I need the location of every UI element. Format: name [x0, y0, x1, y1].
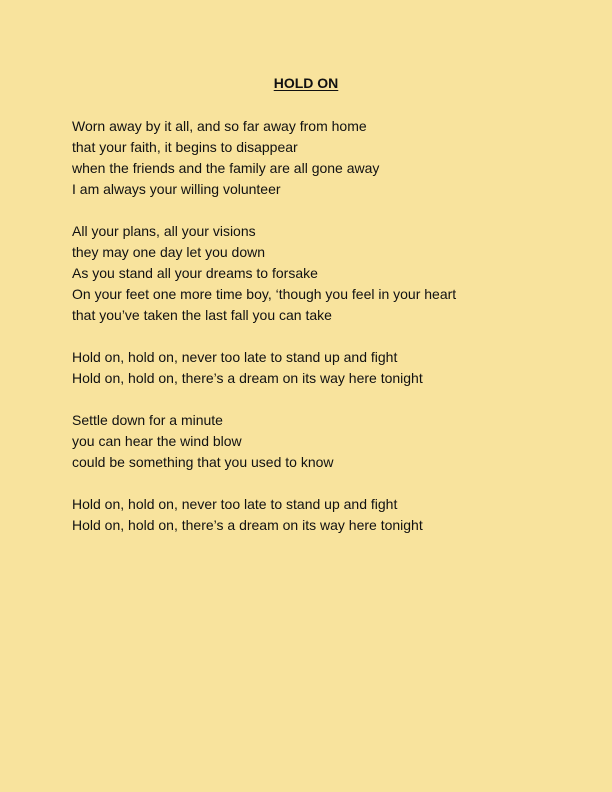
stanza-3 [72, 410, 572, 473]
song-title: HOLD ON [273, 75, 339, 91]
lyric-line: Settle down for a minute [72, 412, 223, 428]
lyric-line: Hold on, hold on, never too late to stand up and fight [72, 349, 398, 365]
lyric-line: All your plans, all your visions [72, 223, 256, 239]
lyric-line: that your faith, it begins to disappear [72, 139, 298, 155]
lyric-line: Worn away by it all, and so far away from home [72, 118, 367, 134]
stanza-1 [72, 116, 572, 200]
lyric-line: when the friends and the family are all gone away [72, 160, 380, 176]
lyric-line: you can hear the wind blow [72, 433, 242, 449]
chorus-1 [72, 347, 572, 389]
lyric-line: Hold on, hold on, never too late to stand up and fight [72, 496, 398, 512]
stanza-2 [72, 221, 572, 326]
chorus-2 [72, 494, 572, 536]
lyric-line: I am always your willing volunteer [72, 181, 281, 197]
lyric-line: could be something that you used to know [72, 454, 334, 470]
lyric-line: On your feet one more time boy, ‘though you feel in your heart [72, 286, 457, 302]
lyric-line: Hold on, hold on, there’s a dream on its way here tonight [72, 517, 423, 533]
lyric-line: Hold on, hold on, there’s a dream on its way here tonight [72, 370, 423, 386]
lyric-line: they may one day let you down [72, 244, 266, 260]
lyric-line: As you stand all your dreams to forsake [72, 265, 318, 281]
lyric-line: that you’ve taken the last fall you can take [72, 307, 332, 323]
